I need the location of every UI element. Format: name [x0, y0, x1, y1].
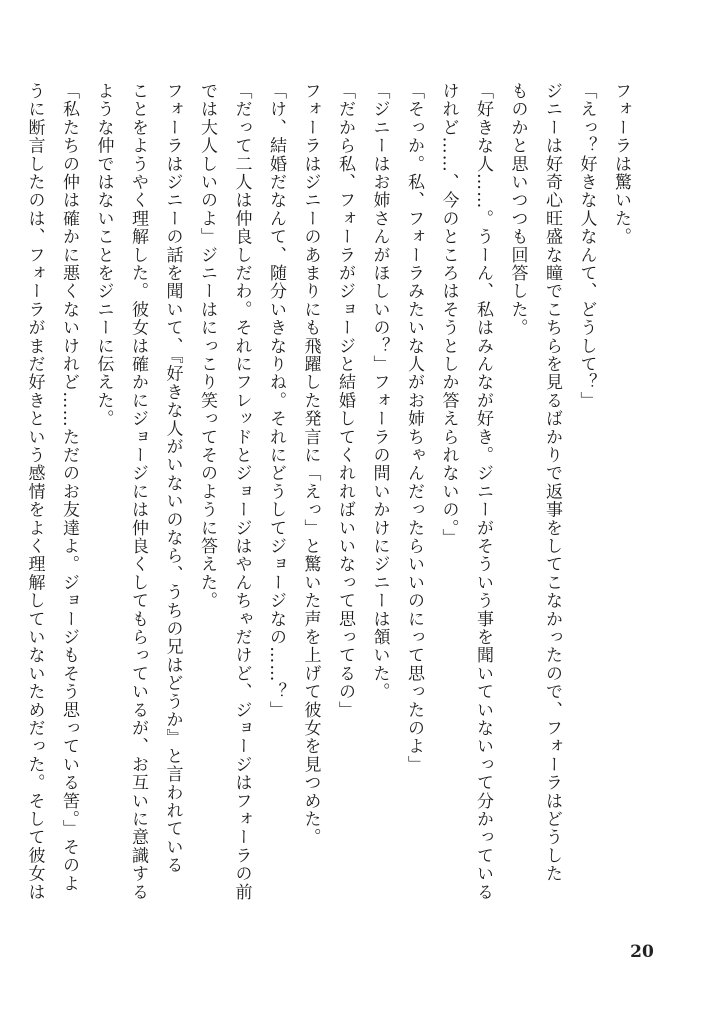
text-line: ことをようやく理解した。彼女は確かにジョージには仲良くしてもらっているが、お互いに意識する — [128, 82, 148, 901]
text-line: では大人しいのよ」ジニーはにっこり笑ってそのように答えた。 — [197, 82, 217, 610]
text-line: 「だって二人は仲良しだわ。それにフレッドとジョージはやんちゃだけど、ジョージはフォーラの前 — [231, 82, 252, 901]
text-line: フォーラは驚いた。 — [611, 82, 631, 246]
text-line: 「好きな人……。うーん、私はみんなが好き。ジニーがそういう事を聞いていないって分かっている — [473, 82, 493, 901]
text-line: 「えっ？好きな人なんて、どうして？」 — [576, 82, 597, 410]
text-line: 「そっか。私、フォーラみたいな人がお姉ちゃんだったらいいのにって思ったのよ」 — [404, 82, 424, 774]
text-line: ジニーは好奇心旺盛な瞳でこちらを見るばかりで返事をしてこなかったので、フォーラはどうした — [542, 82, 562, 883]
text-line: 「ジニーはお姉さんがほしいの？」フォーラの問いかけにジニーは頷いた。 — [369, 82, 390, 701]
text-line: 「け、結婚だなんて、随分いきなりね。それにどうしてジョージなの……？」 — [266, 82, 286, 719]
page-number: 20 — [630, 942, 654, 962]
text-line: うに断言したのは、フォーラがまだ好きという感情をよく理解していないためだった。そして彼女は — [24, 82, 45, 901]
text-line: ものかと思いつつも回答した。 — [507, 82, 528, 337]
body-text — [24, 82, 638, 948]
text-line: フォーラはジニーの話を聞いて、『好きな人がいないのなら、うちの兄はどうか』と言われている — [162, 82, 183, 875]
text-line: フォーラはジニーのあまりにも飛躍した発言に「えっ」と驚いた声を上げて彼女を見つめた。 — [300, 82, 321, 847]
text-line: 「私たちの仲は確かに悪くないけれど……ただのお友達よ。ジョージもそう思っている筈。」そのよ — [59, 82, 79, 893]
text-line: ような仲ではないことをジニーに伝えた。 — [93, 82, 114, 428]
text-line: けれど……、今のところはそうとしか答えられないの。」 — [438, 82, 459, 547]
text-line: 「だから私、フォーラがジョージと結婚してくれればいいなって思ってるの」 — [335, 82, 355, 719]
